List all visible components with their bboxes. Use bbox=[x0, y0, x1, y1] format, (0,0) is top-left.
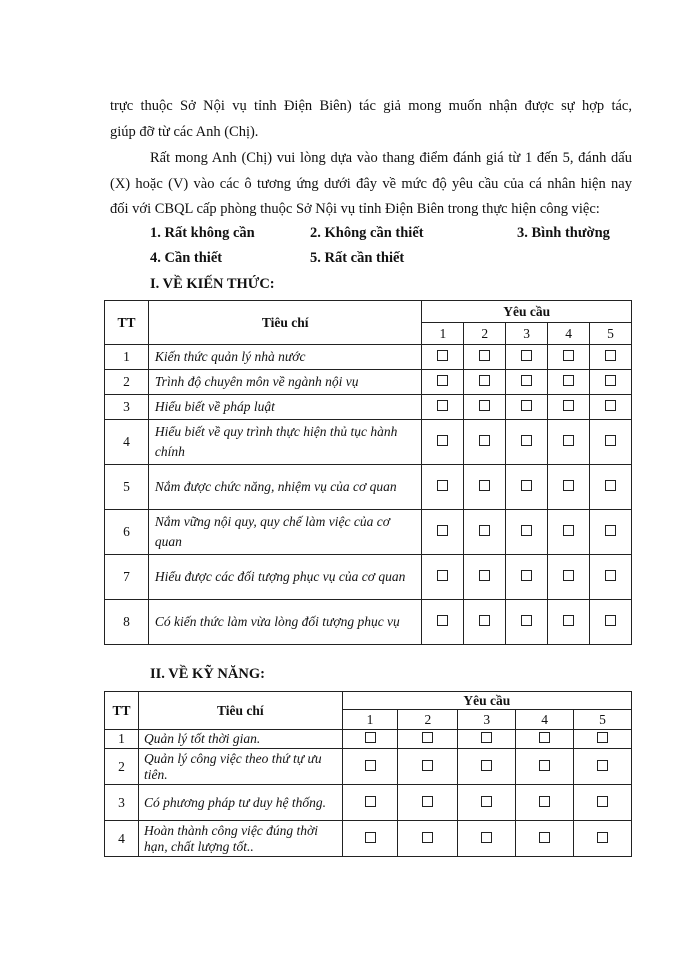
rating-checkbox[interactable] bbox=[539, 832, 550, 843]
rating-checkbox[interactable] bbox=[563, 375, 574, 386]
skills-table bbox=[104, 691, 632, 857]
rating-checkbox[interactable] bbox=[365, 760, 376, 771]
row-number: 8 bbox=[105, 600, 149, 645]
level-1-header: 1 bbox=[342, 710, 398, 730]
intro-line-3: Rất mong Anh (Chị) vui lòng dựa vào thang điểm đánh giá từ 1 đến 5, đánh dấu bbox=[150, 150, 632, 166]
intro-line-2: giúp đỡ từ các Anh (Chị). bbox=[110, 124, 259, 140]
intro-line-4: (X) hoặc (V) vào các ô tương ứng dưới đây về mức độ yêu cầu của cá nhân hiện nay bbox=[110, 176, 632, 192]
rating-checkbox[interactable] bbox=[605, 350, 616, 361]
rating-checkbox[interactable] bbox=[563, 480, 574, 491]
row-criteria: Kiến thức quản lý nhà nước bbox=[148, 345, 421, 370]
rating-checkbox[interactable] bbox=[597, 732, 608, 743]
rating-checkbox[interactable] bbox=[521, 375, 532, 386]
row-number: 2 bbox=[105, 749, 139, 785]
rating-checkbox[interactable] bbox=[539, 796, 550, 807]
table-row bbox=[105, 345, 632, 370]
level-4-header: 4 bbox=[516, 710, 574, 730]
table-row bbox=[105, 749, 632, 785]
rating-checkbox[interactable] bbox=[539, 760, 550, 771]
rating-checkbox[interactable] bbox=[563, 435, 574, 446]
level-2-header: 2 bbox=[398, 710, 458, 730]
rating-checkbox[interactable] bbox=[521, 570, 532, 581]
row-criteria: Quản lý công việc theo thứ tự ưu tiên. bbox=[138, 749, 342, 785]
rating-checkbox[interactable] bbox=[605, 435, 616, 446]
rating-checkbox[interactable] bbox=[437, 615, 448, 626]
level-5-header: 5 bbox=[590, 323, 632, 345]
rating-checkbox[interactable] bbox=[437, 570, 448, 581]
row-criteria: Có phương pháp tư duy hệ thống. bbox=[138, 785, 342, 821]
row-number: 3 bbox=[105, 785, 139, 821]
rating-checkbox[interactable] bbox=[481, 832, 492, 843]
rating-checkbox[interactable] bbox=[479, 435, 490, 446]
criteria-header: Tiêu chí bbox=[138, 692, 342, 730]
rating-checkbox[interactable] bbox=[563, 570, 574, 581]
rating-checkbox[interactable] bbox=[365, 732, 376, 743]
row-number: 1 bbox=[105, 345, 149, 370]
table-row bbox=[105, 510, 632, 555]
rating-checkbox[interactable] bbox=[422, 832, 433, 843]
table-row bbox=[105, 395, 632, 420]
rating-checkbox[interactable] bbox=[479, 400, 490, 411]
rating-checkbox[interactable] bbox=[422, 732, 433, 743]
rating-checkbox[interactable] bbox=[521, 615, 532, 626]
row-criteria: Quản lý tốt thời gian. bbox=[138, 730, 342, 749]
rating-checkbox[interactable] bbox=[479, 375, 490, 386]
criteria-header: Tiêu chí bbox=[148, 301, 421, 345]
rating-checkbox[interactable] bbox=[605, 400, 616, 411]
row-criteria: Hiểu biết về pháp luật bbox=[148, 395, 421, 420]
scale-option-4: 4. Cần thiết bbox=[150, 250, 223, 266]
table-row bbox=[105, 600, 632, 645]
row-number: 6 bbox=[105, 510, 149, 555]
row-criteria: Có kiến thức làm vừa lòng đối tượng phục vụ bbox=[148, 600, 421, 645]
rating-checkbox[interactable] bbox=[479, 570, 490, 581]
rating-checkbox[interactable] bbox=[605, 375, 616, 386]
scale-option-1: 1. Rất không cần bbox=[150, 225, 255, 241]
table-row bbox=[105, 465, 632, 510]
requirement-header: Yêu cầu bbox=[342, 692, 631, 710]
rating-checkbox[interactable] bbox=[563, 350, 574, 361]
requirement-header: Yêu cầu bbox=[422, 301, 632, 323]
scale-option-3: 3. Bình thường bbox=[517, 225, 610, 241]
level-4-header: 4 bbox=[548, 323, 590, 345]
rating-checkbox[interactable] bbox=[365, 832, 376, 843]
level-3-header: 3 bbox=[506, 323, 548, 345]
row-number: 2 bbox=[105, 370, 149, 395]
rating-checkbox[interactable] bbox=[437, 400, 448, 411]
rating-checkbox[interactable] bbox=[479, 525, 490, 536]
row-number: 7 bbox=[105, 555, 149, 600]
table-row bbox=[105, 370, 632, 395]
rating-checkbox[interactable] bbox=[437, 435, 448, 446]
level-3-header: 3 bbox=[458, 710, 516, 730]
rating-checkbox[interactable] bbox=[422, 796, 433, 807]
rating-checkbox[interactable] bbox=[597, 796, 608, 807]
rating-checkbox[interactable] bbox=[422, 760, 433, 771]
table-row bbox=[105, 785, 632, 821]
tt-header: TT bbox=[105, 301, 149, 345]
row-criteria: Hoàn thành công việc đúng thời hạn, chất lượng tốt.. bbox=[138, 821, 342, 857]
rating-checkbox[interactable] bbox=[437, 480, 448, 491]
intro-line-1: trực thuộc Sở Nội vụ tỉnh Điện Biên) tác giả mong muốn nhận được sự hợp tác, bbox=[110, 98, 632, 114]
rating-checkbox[interactable] bbox=[437, 375, 448, 386]
level-1-header: 1 bbox=[422, 323, 464, 345]
rating-checkbox[interactable] bbox=[521, 480, 532, 491]
rating-checkbox[interactable] bbox=[481, 760, 492, 771]
table-row bbox=[105, 420, 632, 465]
scale-option-5: 5. Rất cần thiết bbox=[310, 250, 405, 266]
rating-checkbox[interactable] bbox=[605, 570, 616, 581]
knowledge-table bbox=[104, 300, 632, 645]
tt-header: TT bbox=[105, 692, 139, 730]
rating-checkbox[interactable] bbox=[437, 525, 448, 536]
row-number: 3 bbox=[105, 395, 149, 420]
rating-checkbox[interactable] bbox=[605, 480, 616, 491]
rating-checkbox[interactable] bbox=[481, 732, 492, 743]
rating-checkbox[interactable] bbox=[605, 525, 616, 536]
rating-checkbox[interactable] bbox=[479, 350, 490, 361]
level-5-header: 5 bbox=[574, 710, 632, 730]
row-number: 4 bbox=[105, 821, 139, 857]
rating-checkbox[interactable] bbox=[597, 832, 608, 843]
section-skills-title: II. VỀ KỸ NĂNG: bbox=[150, 666, 265, 682]
rating-checkbox[interactable] bbox=[521, 400, 532, 411]
row-criteria: Hiểu được các đối tượng phục vụ của cơ quan bbox=[148, 555, 421, 600]
row-number: 4 bbox=[105, 420, 149, 465]
row-criteria: Hiểu biết về quy trình thực hiện thủ tục hành chính bbox=[148, 420, 421, 465]
table-row bbox=[105, 821, 632, 857]
rating-checkbox[interactable] bbox=[539, 732, 550, 743]
rating-checkbox[interactable] bbox=[479, 480, 490, 491]
row-criteria: Nắm được chức năng, nhiệm vụ của cơ quan bbox=[148, 465, 421, 510]
rating-checkbox[interactable] bbox=[437, 350, 448, 361]
rating-checkbox[interactable] bbox=[563, 400, 574, 411]
rating-checkbox[interactable] bbox=[563, 615, 574, 626]
level-2-header: 2 bbox=[464, 323, 506, 345]
rating-checkbox[interactable] bbox=[521, 435, 532, 446]
row-criteria: Nắm vững nội quy, quy chế làm việc của cơ quan bbox=[148, 510, 421, 555]
row-number: 1 bbox=[105, 730, 139, 749]
section-knowledge-title: I. VỀ KIẾN THỨC: bbox=[150, 276, 275, 292]
table-row bbox=[105, 730, 632, 749]
rating-checkbox[interactable] bbox=[521, 525, 532, 536]
rating-checkbox[interactable] bbox=[365, 796, 376, 807]
intro-line-5: đối với CBQL cấp phòng thuộc Sở Nội vụ tỉnh Điện Biên trong thực hiện công việc: bbox=[110, 201, 600, 217]
rating-checkbox[interactable] bbox=[605, 615, 616, 626]
rating-checkbox[interactable] bbox=[597, 760, 608, 771]
rating-checkbox[interactable] bbox=[521, 350, 532, 361]
row-number: 5 bbox=[105, 465, 149, 510]
table-row bbox=[105, 555, 632, 600]
rating-checkbox[interactable] bbox=[563, 525, 574, 536]
rating-checkbox[interactable] bbox=[479, 615, 490, 626]
rating-checkbox[interactable] bbox=[481, 796, 492, 807]
row-criteria: Trình độ chuyên môn về ngành nội vụ bbox=[148, 370, 421, 395]
scale-option-2: 2. Không cần thiết bbox=[310, 225, 424, 241]
